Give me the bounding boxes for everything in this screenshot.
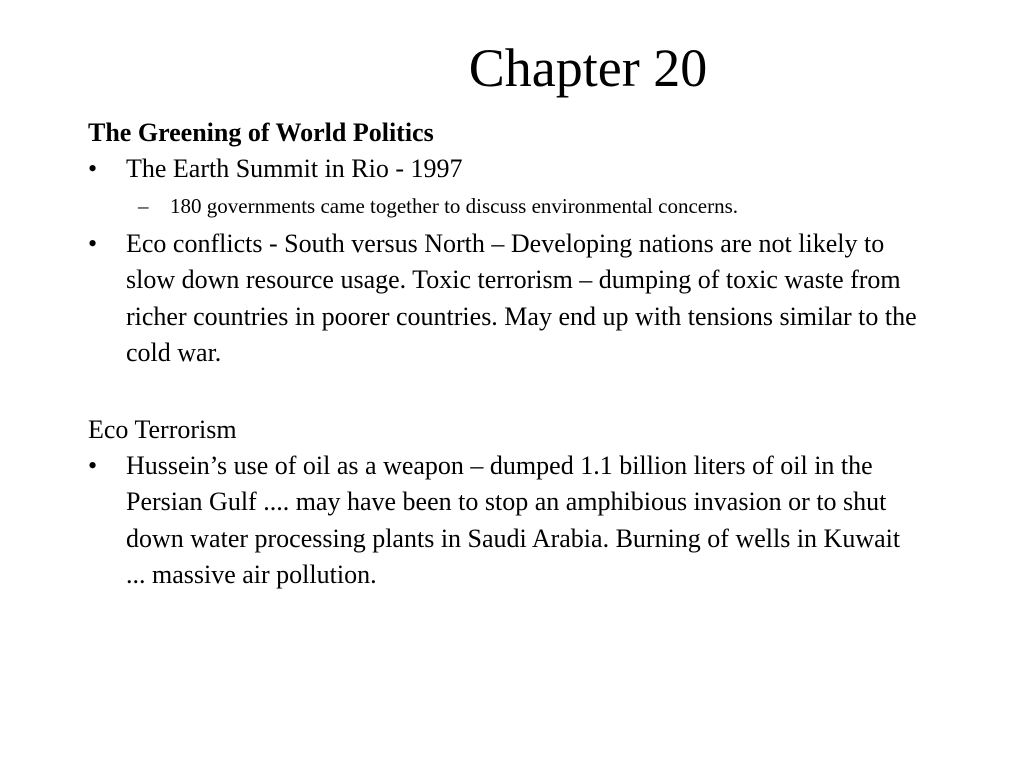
sub-bullet-text: 180 governments came together to discuss environmental concerns. — [170, 193, 739, 218]
bullet-hussein-oil — [88, 448, 918, 594]
section-spacer — [88, 372, 918, 412]
bullet-earth-summit — [88, 151, 918, 188]
slide-body — [88, 115, 918, 594]
sub-bullet-marker: – — [138, 193, 149, 218]
sub-bullet-governments — [88, 192, 918, 220]
bullet-text: Eco conflicts - South versus North – Developing nations are not likely to slow down resource usage. Toxic terrorism – dumping of toxic waste from richer countries in poorer countries. May end up with tensions similar to the cold war. — [126, 228, 917, 367]
bullet-text: Hussein’s use of oil as a weapon – dumped 1.1 billion liters of oil in the Persian Gulf .... may have been to stop an amphibious invasion or to shut down water processing plants in Saudi Arabia. Burning of wells in Kuwait ... massive air pollution. — [126, 450, 901, 589]
section-heading-greening: The Greening of World Politics — [88, 118, 434, 147]
section-heading-eco-terrorism: Eco Terrorism — [88, 414, 237, 444]
bullet-eco-conflicts — [88, 226, 918, 372]
bullet-marker: • — [88, 228, 98, 258]
bullet-text: The Earth Summit in Rio - 1997 — [126, 154, 463, 183]
bullet-marker: • — [88, 450, 98, 480]
slide-title: Chapter 20 — [468, 38, 708, 98]
bullet-marker: • — [88, 154, 98, 183]
